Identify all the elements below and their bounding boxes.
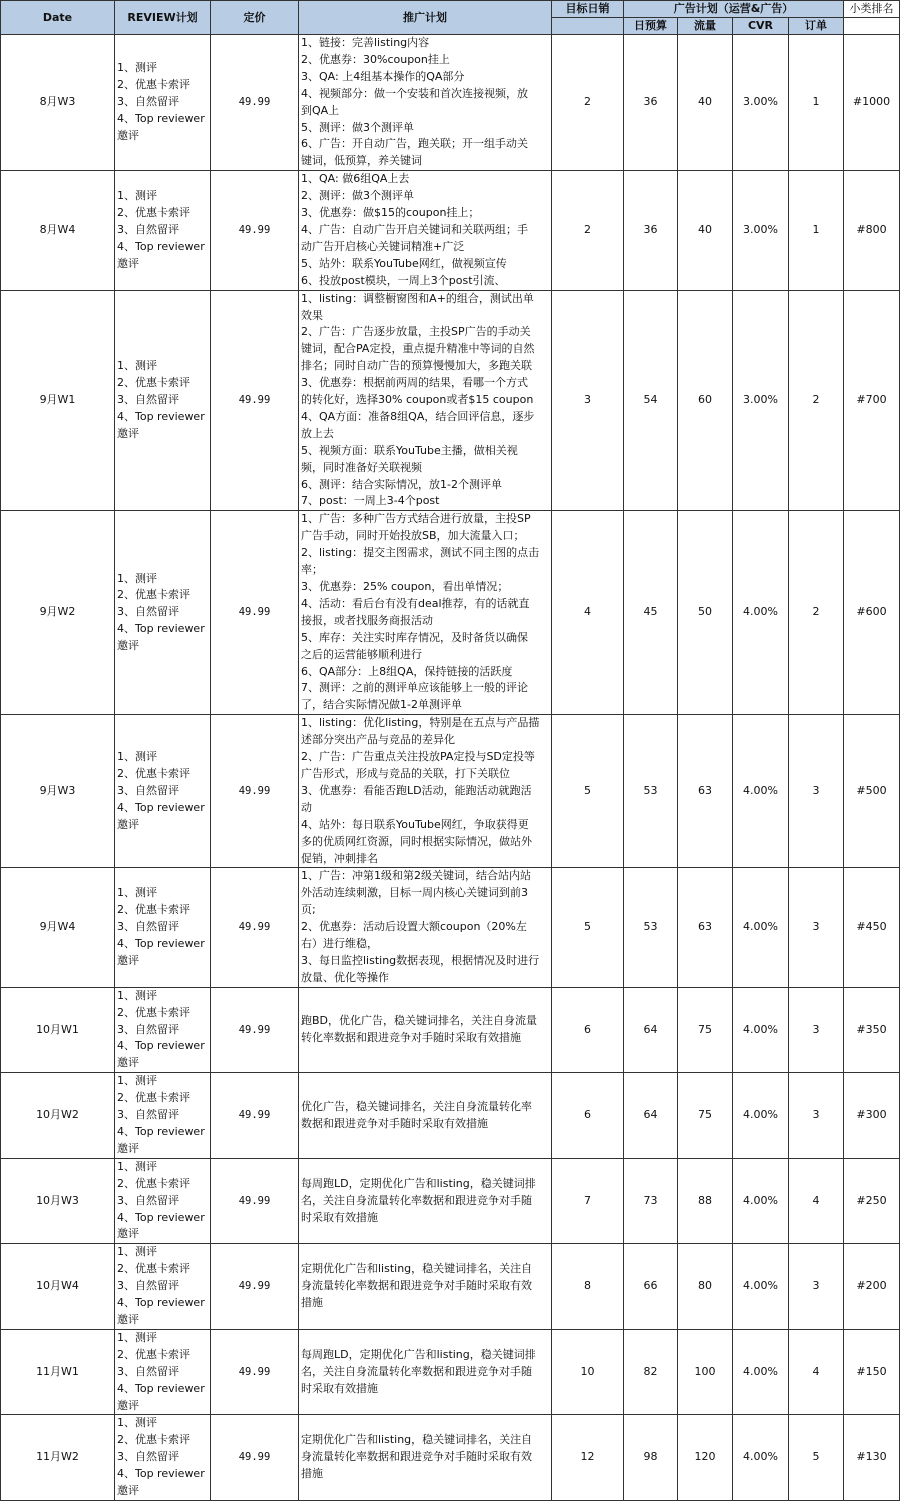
- rank-cell: #700: [844, 290, 900, 511]
- cvr-cell: 4.00%: [733, 715, 789, 868]
- cvr-cell: 4.00%: [733, 1329, 789, 1415]
- review-cell: [115, 1073, 211, 1159]
- cvr-cell: 4.00%: [733, 1158, 789, 1244]
- plan-line: 1、链接：完善listing内容: [301, 36, 430, 49]
- orders-cell: 2: [789, 290, 844, 511]
- orders-cell: 2: [789, 511, 844, 715]
- review-cell: [115, 715, 211, 868]
- table-row: [1, 35, 900, 171]
- plan-line: 数据和跟进竞争对手随时采取有效措施: [301, 1116, 488, 1130]
- date-cell: 9月W1: [1, 290, 115, 511]
- review-line: 2、优惠卡索评: [117, 588, 190, 602]
- daily-budget-cell: 36: [624, 35, 678, 171]
- cvr-cell: 4.00%: [733, 1244, 789, 1330]
- daily-budget-cell: 73: [624, 1158, 678, 1244]
- plan-line: 时采取有效措施: [301, 1381, 378, 1395]
- orders-cell: 3: [789, 1073, 844, 1159]
- plan-line: 身流量转化率数据和跟进竞争对手随时采取有效: [301, 1279, 532, 1293]
- plan-line: 身流量转化率数据和跟进竞争对手随时采取有效: [301, 1450, 532, 1464]
- review-line: 3、自然留评: [117, 222, 179, 236]
- cvr-cell: 4.00%: [733, 987, 789, 1073]
- rank-cell: #200: [844, 1244, 900, 1330]
- target-sales-cell: 10: [552, 1329, 624, 1415]
- orders-cell: 1: [789, 35, 844, 171]
- target-sales-cell: 4: [552, 511, 624, 715]
- review-line: 4、Top reviewer: [117, 800, 205, 814]
- header-plan: 推广计划: [299, 1, 552, 35]
- review-cell: [115, 1329, 211, 1415]
- traffic-cell: 50: [678, 511, 733, 715]
- review-line: 2、优惠卡索评: [117, 1091, 190, 1105]
- daily-budget-cell: 53: [624, 715, 678, 868]
- table-row: [1, 171, 900, 290]
- date-cell: 9月W3: [1, 715, 115, 868]
- price-cell: 49.99: [211, 1329, 299, 1415]
- plan-line: 每周跑LD，定期优化广告和listing，稳关键词排: [301, 1347, 536, 1361]
- plan-line: 频，同时准备好关联视频: [301, 460, 422, 474]
- header-rank: 小类排名: [844, 1, 900, 18]
- review-line: 邀评: [117, 953, 139, 967]
- orders-cell: 4: [789, 1329, 844, 1415]
- cvr-cell: 3.00%: [733, 171, 789, 290]
- header-rank-blank: [844, 18, 900, 35]
- plan-line: 效果: [301, 308, 323, 322]
- review-line: 1、测评: [117, 1159, 157, 1173]
- header-date: Date: [1, 1, 115, 35]
- header-target-sales: 目标日销: [552, 1, 624, 18]
- review-line: 4、Top reviewer: [117, 622, 205, 636]
- daily-budget-cell: 54: [624, 290, 678, 511]
- table-row: [1, 1244, 900, 1330]
- table-body: [1, 35, 900, 1501]
- review-line: 邀评: [117, 128, 139, 142]
- plan-cell: [299, 171, 552, 290]
- plan-cell: [299, 715, 552, 868]
- table-row: [1, 868, 900, 987]
- review-cell: [115, 511, 211, 715]
- target-sales-cell: 2: [552, 35, 624, 171]
- cvr-cell: 4.00%: [733, 868, 789, 987]
- plan-line: 放量、优化等操作: [301, 970, 389, 984]
- rank-cell: #450: [844, 868, 900, 987]
- rank-cell: #1000: [844, 35, 900, 171]
- daily-budget-cell: 53: [624, 868, 678, 987]
- review-line: 2、优惠卡索评: [117, 206, 190, 220]
- plan-line: 促销，冲刺排名: [301, 851, 378, 865]
- price-cell: 49.99: [211, 171, 299, 290]
- plan-line: 5、库存：关注实时库存情况，及时备货以确保: [301, 630, 528, 644]
- traffic-cell: 120: [678, 1415, 733, 1501]
- target-sales-cell: 5: [552, 868, 624, 987]
- cvr-cell: 3.00%: [733, 290, 789, 511]
- review-line: 1、测评: [117, 189, 157, 203]
- plan-line: 4、QA方面：准备8组QA，结合回评信息，逐步: [301, 409, 535, 423]
- review-line: 1、测评: [117, 359, 157, 373]
- header-daily-budget: 日预算: [624, 18, 678, 35]
- plan-line: 4、活动：看后台有没有deal推荐，有的话就直: [301, 596, 530, 610]
- review-line: 2、优惠卡索评: [117, 1005, 190, 1019]
- review-line: 1、测评: [117, 61, 157, 75]
- review-line: 2、优惠卡索评: [117, 1433, 190, 1447]
- review-line: 1、测评: [117, 1330, 157, 1344]
- rank-cell: #130: [844, 1415, 900, 1501]
- review-line: 3、自然留评: [117, 605, 179, 619]
- review-line: 邀评: [117, 639, 139, 653]
- plan-line: 到QA上: [301, 103, 340, 117]
- daily-budget-cell: 82: [624, 1329, 678, 1415]
- rank-cell: #150: [844, 1329, 900, 1415]
- traffic-cell: 75: [678, 1073, 733, 1159]
- header-ad-group: 广告计划（运营&广告）: [624, 1, 844, 18]
- plan-line: 的转化好，选择30% coupon或者$15 coupon: [301, 393, 534, 407]
- review-line: 邀评: [117, 1398, 139, 1412]
- traffic-cell: 63: [678, 868, 733, 987]
- plan-line: 跑BD，优化广告，稳关键词排名，关注自身流量: [301, 1014, 538, 1028]
- review-line: 邀评: [117, 1141, 139, 1155]
- review-line: 4、Top reviewer: [117, 409, 205, 423]
- daily-budget-cell: 66: [624, 1244, 678, 1330]
- plan-line: 5、测评：做3个测评单: [301, 120, 414, 134]
- plan-line: 5、站外：联系YouTube网红，做视频宣传: [301, 256, 507, 270]
- review-line: 2、优惠卡索评: [117, 376, 190, 390]
- plan-line: 定期优化广告和listing，稳关键词排名，关注自: [301, 1433, 533, 1447]
- review-line: 4、Top reviewer: [117, 1381, 205, 1395]
- price-cell: 49.99: [211, 1415, 299, 1501]
- plan-line: 6、QA部分：上8组QA，保持链接的活跃度: [301, 664, 513, 678]
- plan-line: 转化率数据和跟进竞争对手随时采取有效措施: [301, 1031, 521, 1045]
- plan-line: 2、测评：做3个测评单: [301, 189, 414, 203]
- price-cell: 49.99: [211, 868, 299, 987]
- review-line: 4、Top reviewer: [117, 1125, 205, 1138]
- review-cell: [115, 1415, 211, 1501]
- target-sales-cell: 5: [552, 715, 624, 868]
- plan-line: 3、QA: 上4组基本操作的QA部分: [301, 69, 465, 83]
- review-line: 1、测评: [117, 886, 157, 900]
- rank-cell: #800: [844, 171, 900, 290]
- plan-line: 动: [301, 800, 312, 814]
- cvr-cell: 4.00%: [733, 1415, 789, 1501]
- target-sales-cell: 6: [552, 1073, 624, 1159]
- review-line: 3、自然留评: [117, 95, 179, 109]
- traffic-cell: 40: [678, 35, 733, 171]
- review-line: 3、自然留评: [117, 1193, 179, 1207]
- date-cell: 11月W1: [1, 1329, 115, 1415]
- header-price: 定价: [211, 1, 299, 35]
- target-sales-cell: 6: [552, 987, 624, 1073]
- review-line: 3、自然留评: [117, 1279, 179, 1293]
- plan-line: 6、测评：结合实际情况，放1-2个测评单: [301, 477, 502, 491]
- date-cell: 10月W4: [1, 1244, 115, 1330]
- review-line: 4、Top reviewer: [117, 112, 205, 126]
- price-cell: 49.99: [211, 1073, 299, 1159]
- orders-cell: 5: [789, 1415, 844, 1501]
- daily-budget-cell: 64: [624, 987, 678, 1073]
- plan-line: 2、优惠券：活动后设置大额coupon（20%左: [301, 920, 527, 934]
- plan-line: 4、站外：每日联系YouTube网红，争取获得更: [301, 817, 529, 831]
- review-line: 4、Top reviewer: [117, 239, 205, 253]
- plan-line: 3、每日监控listing数据表现，根据情况及时进行: [301, 953, 540, 967]
- rank-cell: #600: [844, 511, 900, 715]
- date-cell: 8月W4: [1, 171, 115, 290]
- review-cell: [115, 1244, 211, 1330]
- traffic-cell: 75: [678, 987, 733, 1073]
- date-cell: 10月W1: [1, 987, 115, 1073]
- price-cell: 49.99: [211, 987, 299, 1073]
- plan-line: 排名；同时自动广告的预算慢慢加大，多跑关联: [301, 359, 532, 373]
- target-sales-cell: 2: [552, 171, 624, 290]
- review-line: 邀评: [117, 817, 139, 831]
- table-row: [1, 1415, 900, 1501]
- header-orders: 订单: [789, 18, 844, 35]
- plan-line: 1、广告：冲第1级和第2级关键词，结合站内站: [301, 869, 531, 883]
- table-row: [1, 1158, 900, 1244]
- plan-cell: [299, 868, 552, 987]
- table-row: [1, 1329, 900, 1415]
- traffic-cell: 60: [678, 290, 733, 511]
- traffic-cell: 63: [678, 715, 733, 868]
- daily-budget-cell: 36: [624, 171, 678, 290]
- plan-cell: [299, 987, 552, 1073]
- review-line: 3、自然留评: [117, 1364, 179, 1378]
- plan-line: 4、视频部分：做一个安装和首次连接视频，放: [301, 86, 528, 100]
- table-row: [1, 511, 900, 715]
- review-line: 1、测评: [117, 571, 157, 585]
- review-line: 4、Top reviewer: [117, 1210, 205, 1224]
- orders-cell: 3: [789, 1244, 844, 1330]
- review-cell: [115, 1158, 211, 1244]
- plan-line: 优化广告，稳关键词排名，关注自身流量转化率: [301, 1099, 532, 1113]
- review-line: 邀评: [117, 1312, 139, 1326]
- header-target-blank: [552, 18, 624, 35]
- review-line: 1、测评: [117, 988, 157, 1002]
- price-cell: 49.99: [211, 511, 299, 715]
- review-line: 3、自然留评: [117, 783, 179, 797]
- plan-line: 多的优质网红资源，同时根据实际情况，做站外: [301, 834, 532, 848]
- table-row: [1, 987, 900, 1073]
- plan-line: 7、post：一周上3-4个post: [301, 494, 440, 508]
- price-cell: 49.99: [211, 1158, 299, 1244]
- target-sales-cell: 8: [552, 1244, 624, 1330]
- traffic-cell: 40: [678, 171, 733, 290]
- price-cell: 49.99: [211, 35, 299, 171]
- plan-line: 3、优惠券：做$15的coupon挂上；: [301, 206, 480, 220]
- date-cell: 11月W2: [1, 1415, 115, 1501]
- review-line: 1、测评: [117, 1074, 157, 1088]
- plan-line: 名，关注自身流量转化率数据和跟进竞争对手随: [301, 1193, 532, 1207]
- review-line: 1、测评: [117, 1416, 157, 1430]
- plan-line: 7、测评：之前的测评单应该能够上一般的评论: [301, 681, 528, 695]
- review-line: 3、自然留评: [117, 1022, 179, 1036]
- cvr-cell: 4.00%: [733, 1073, 789, 1159]
- header-traffic: 流量: [678, 18, 733, 35]
- daily-budget-cell: 45: [624, 511, 678, 715]
- review-line: 2、优惠卡索评: [117, 1176, 190, 1190]
- review-line: 3、自然留评: [117, 1450, 179, 1464]
- plan-line: 2、优惠券：30%coupon挂上: [301, 52, 450, 66]
- orders-cell: 4: [789, 1158, 844, 1244]
- plan-line: 键词，配合PA定投，重点提升精准中等词的自然: [301, 342, 535, 356]
- plan-line: 时采取有效措施: [301, 1210, 378, 1224]
- plan-line: 放上去: [301, 426, 334, 440]
- plan-line: 广告形式，形成与竞品的关联，打下关联位: [301, 766, 510, 780]
- daily-budget-cell: 98: [624, 1415, 678, 1501]
- review-cell: [115, 868, 211, 987]
- plan-line: 2、广告：广告逐步放量，主投SP广告的手动关: [301, 325, 531, 339]
- plan-line: 外活动连续刺激，目标一周内核心关键词到前3: [301, 886, 528, 900]
- review-line: 4、Top reviewer: [117, 937, 205, 951]
- plan-line: 3、优惠券：看能否跑LD活动，能跑活动就跑活: [301, 783, 532, 797]
- traffic-cell: 88: [678, 1158, 733, 1244]
- orders-cell: 1: [789, 171, 844, 290]
- plan-cell: [299, 1158, 552, 1244]
- rank-cell: #300: [844, 1073, 900, 1159]
- review-line: 4、Top reviewer: [117, 1467, 205, 1481]
- cvr-cell: 3.00%: [733, 35, 789, 171]
- review-line: 邀评: [117, 256, 139, 270]
- plan-cell: [299, 290, 552, 511]
- plan-line: 广告手动，同时开始投放SB，加大流量入口；: [301, 529, 525, 543]
- plan-line: 键词，低预算，养关键词: [301, 154, 422, 168]
- table-row: [1, 715, 900, 868]
- review-line: 4、Top reviewer: [117, 1296, 205, 1310]
- plan-cell: [299, 35, 552, 171]
- review-cell: [115, 987, 211, 1073]
- review-line: 2、优惠卡索评: [117, 1347, 190, 1361]
- plan-line: 名，关注自身流量转化率数据和跟进竞争对手随: [301, 1364, 532, 1378]
- review-line: 2、优惠卡索评: [117, 903, 190, 917]
- table-row: [1, 1073, 900, 1159]
- plan-line: 2、listing：提交主图需求，测试不同主图的点击: [301, 546, 540, 560]
- rank-cell: #500: [844, 715, 900, 868]
- review-line: 3、自然留评: [117, 393, 179, 407]
- plan-line: 6、广告：开自动广告，跑关联；开一组手动关: [301, 137, 528, 151]
- date-cell: 10月W3: [1, 1158, 115, 1244]
- review-line: 3、自然留评: [117, 1108, 179, 1122]
- plan-line: 6、投放post模块，一周上3个post引流、: [301, 273, 506, 287]
- cvr-cell: 4.00%: [733, 511, 789, 715]
- review-line: 2、优惠卡索评: [117, 78, 190, 92]
- orders-cell: 3: [789, 715, 844, 868]
- review-line: 4、Top reviewer: [117, 1039, 205, 1053]
- review-line: 邀评: [117, 1056, 139, 1070]
- review-cell: [115, 171, 211, 290]
- date-cell: 9月W4: [1, 868, 115, 987]
- plan-line: 1、广告：多种广告方式结合进行放量，主投SP: [301, 512, 531, 526]
- header-cvr: CVR: [733, 18, 789, 35]
- traffic-cell: 80: [678, 1244, 733, 1330]
- rank-cell: #250: [844, 1158, 900, 1244]
- plan-line: 右）进行维稳，: [301, 937, 378, 951]
- plan-line: 4、广告：自动广告开启关键词和关联两组；手: [301, 222, 528, 236]
- plan-cell: [299, 1244, 552, 1330]
- price-cell: 49.99: [211, 290, 299, 511]
- plan-line: 5、视频方面：联系YouTube主播，做相关视: [301, 443, 518, 457]
- orders-cell: 3: [789, 868, 844, 987]
- plan-line: 3、优惠券：根据前两周的结果，看哪一个方式: [301, 376, 528, 390]
- review-line: 邀评: [117, 426, 139, 440]
- plan-line: 之后的运营能够顺利进行: [301, 647, 422, 661]
- rank-cell: #350: [844, 987, 900, 1073]
- review-line: 1、测评: [117, 1245, 157, 1259]
- plan-line: 1、listing：调整橱窗图和A+的组合，测试出单: [301, 291, 534, 305]
- plan-line: 1、QA: 做6组QA上去: [301, 172, 410, 186]
- plan-line: 定期优化广告和listing，稳关键词排名，关注自: [301, 1262, 533, 1276]
- date-cell: 9月W2: [1, 511, 115, 715]
- plan-line: 措施: [301, 1296, 323, 1310]
- plan-cell: [299, 511, 552, 715]
- plan-line: 接报，或者找服务商报活动: [301, 613, 433, 627]
- target-sales-cell: 3: [552, 290, 624, 511]
- review-line: 3、自然留评: [117, 920, 179, 934]
- review-line: 2、优惠卡索评: [117, 766, 190, 780]
- plan-line: 页;: [301, 903, 316, 917]
- table-row: [1, 290, 900, 511]
- review-line: 邀评: [117, 1227, 139, 1241]
- plan-line: 述部分突出产品与竞品的差异化: [301, 733, 455, 747]
- review-line: 1、测评: [117, 750, 157, 764]
- daily-budget-cell: 64: [624, 1073, 678, 1159]
- target-sales-cell: 12: [552, 1415, 624, 1501]
- target-sales-cell: 7: [552, 1158, 624, 1244]
- plan-line: 动广告开启核心关键词精准+广泛: [301, 239, 465, 253]
- date-cell: 8月W3: [1, 35, 115, 171]
- plan-cell: [299, 1415, 552, 1501]
- review-cell: [115, 290, 211, 511]
- price-cell: 49.99: [211, 1244, 299, 1330]
- plan-line: 率；: [301, 563, 323, 577]
- review-line: 邀评: [117, 1484, 139, 1498]
- plan-cell: [299, 1329, 552, 1415]
- date-cell: 10月W2: [1, 1073, 115, 1159]
- orders-cell: 3: [789, 987, 844, 1073]
- price-cell: 49.99: [211, 715, 299, 868]
- plan-line: 1、listing：优化listing，特别是在五点与产品描: [301, 716, 540, 730]
- review-line: 2、优惠卡索评: [117, 1262, 190, 1276]
- plan-line: 2、广告：广告重点关注投放PA定投与SD定投等: [301, 750, 535, 764]
- header-review: REVIEW计划: [115, 1, 211, 35]
- plan-line: 了，结合实际情况做1-2单测评单: [301, 698, 462, 712]
- review-cell: [115, 35, 211, 171]
- traffic-cell: 100: [678, 1329, 733, 1415]
- plan-line: 3、优惠券：25% coupon，看出单情况；: [301, 580, 509, 593]
- plan-cell: [299, 1073, 552, 1159]
- plan-line: 措施: [301, 1467, 323, 1481]
- plan-line: 每周跑LD，定期优化广告和listing，稳关键词排: [301, 1176, 536, 1190]
